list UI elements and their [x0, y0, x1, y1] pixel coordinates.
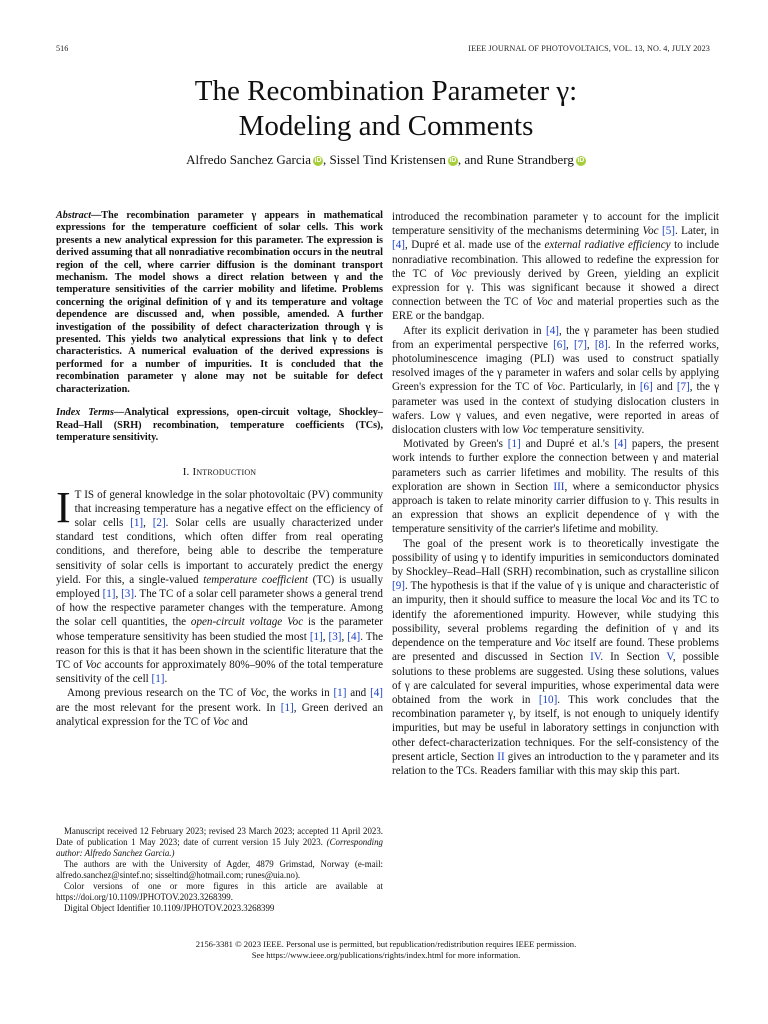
author-1: Alfredo Sanchez Garcia: [186, 152, 312, 167]
citation-link[interactable]: [4]: [370, 687, 383, 700]
index-terms-lead: Index Terms: [56, 407, 114, 419]
intro-paragraph-2: Among previous research on the TC of Voc, the works in [1] and [4] are the most relevant for the present work. In [1], Green derived an analytical expression for the TC of Voc and: [56, 687, 383, 728]
copyright-line-1: 2156-3381 © 2023 IEEE. Personal use is permitted, but republication/redistribution requires IEEE permission.: [195, 939, 577, 949]
citation-link[interactable]: [1]: [333, 687, 347, 700]
intro-paragraph-3: introduced the recombination parameter γ to account for the implicit temperature sensitivity of the mechanisms determining Voc [5]. Later, in [4], Dupré et al. made use of the external radiative efficiency to include nonradiative recombination. This allowed to redefine the expression for the TC of Voc previously derived by Green, yielding an explicit expression for γ. This was significant because it showed a direct connection between the TC of Voc and material properties such as the ERE or the bandgap.: [392, 211, 719, 323]
citation-link[interactable]: [7]: [573, 338, 587, 351]
page-number: 516: [56, 44, 69, 53]
citation-link[interactable]: [7]: [676, 381, 690, 394]
drop-cap: I: [56, 482, 71, 532]
abstract-text: —The recombination parameter γ appears in mathematical expressions for the temperature coefficient of solar cells. This work presents a new analytical expression for this parameter. The expression is derived assuming that all nonradiative recombination occurs in the neutral region of the cell, where carrier diffusion is the dominant transport mechanism. The model shows a direct relation between γ and the temperature sensitivities of the carrier mobility and lifetime. Problems concerning the original definition of γ and its temperature and voltage dependence are discussed and, when possible, amended. A further investigation of the possibility of defect characterization through γ is presented. This yields two analytical expressions that link γ to defect characteristics. A numerical evaluation of the derived expressions is performed for a number of impurities. It is concluded that the recombination parameter γ alone may not be suitable for defect characterization.: [56, 210, 383, 395]
journal-header: IEEE JOURNAL OF PHOTOVOLTAICS, VOL. 13, NO. 4, JULY 2023: [468, 44, 710, 53]
citation-link[interactable]: [1]: [151, 673, 165, 686]
paper-title: [56, 74, 716, 144]
citation-link[interactable]: [3]: [328, 630, 342, 643]
footnotes: [56, 826, 383, 914]
citation-link[interactable]: [3]: [121, 587, 135, 600]
section-link[interactable]: III: [553, 480, 565, 493]
copyright-notice: [56, 939, 716, 961]
intro-paragraph-6: The goal of the present work is to theoretically investigate the possibility of using γ to identify impurities in semiconductors dominated by Shockley–Read–Hall (SRH) recombination, such as crystalline silicon [9]. The hypothesis is that if the value of γ is unique and characteristic of an impurity, then it should suffice to measure the local Voc and its TC to identify the aforementioned impurity. However, while studying this possibility, several problems regarding the definition of γ and its dependence on the temperature and Voc itself are found. These problems are presented and discussed in Section IV. In Section V, possible solutions to these problems are suggested. Using these solutions, values of γ are calculated for several impurities, whose experimental data were obtained from the work in [10]. This work concludes that the recombination parameter γ, by itself, is not enough to uniquely identify impurities, but may be useful in laboratory settings in conjunction with other defect-characterization techniques. For the self-consistency of the present article, Section II gives an introduction to the γ parameter and its relation to the TCs. Readers familiar with this may skip this part.: [392, 537, 719, 777]
copyright-line-2: See https://www.ieee.org/publications/rights/index.html for more information.: [251, 950, 521, 960]
section-link[interactable]: V: [666, 651, 673, 664]
author-list: [56, 152, 716, 168]
citation-link[interactable]: [4]: [614, 438, 627, 451]
citation-link[interactable]: [1]: [280, 701, 294, 714]
orcid-icon[interactable]: iD: [449, 157, 457, 164]
footnote-doi: Digital Object Identifier 10.1109/JPHOTOV.2023.3268399: [64, 903, 275, 913]
citation-link[interactable]: [4]: [392, 239, 405, 252]
section-link[interactable]: II: [497, 750, 505, 763]
author-2: , Sissel Tind Kristensen: [323, 152, 446, 167]
abstract-lead: Abstract: [56, 210, 92, 221]
citation-link[interactable]: [1]: [309, 630, 323, 643]
orcid-icon[interactable]: iD: [314, 157, 322, 164]
citation-link[interactable]: [6]: [553, 338, 567, 351]
citation-link[interactable]: [1]: [102, 587, 116, 600]
orcid-icon[interactable]: iD: [577, 157, 585, 164]
citation-link[interactable]: [4]: [546, 324, 559, 337]
citation-link[interactable]: [10]: [538, 693, 558, 706]
section-heading-introduction: I. Introduction: [182, 466, 257, 479]
title-line-1: The Recombination Parameter γ:: [194, 75, 578, 107]
index-terms-text: —Analytical expressions, open-circuit voltage, Shockley–Read–Hall (SRH) recombination, temperature coefficients (TCs), temperature sensitivity.: [56, 407, 383, 443]
intro-paragraph-4: After its explicit derivation in [4], the γ parameter has been studied from an experimental perspective [6], [7], [8]. In the referred works, photoluminescence imaging (PLI) was used to construct spatially resolved images of the γ parameter in wafers and solar cells by applying Green's expression for the TC of Voc. Particularly, in [6] and [7], the γ parameter was used in the context of studying dislocation clusters in wafers. Low γ values, and even negative, were reported in areas of dislocation clusters with low Voc temperature sensitivity.: [392, 324, 719, 437]
citation-link[interactable]: [2]: [152, 516, 166, 529]
footnote-manuscript: Manuscript received 12 February 2023; revised 23 March 2023; accepted 11 April 2023. Date of publication 1 May 2023; date of current version 15 July 2023. (Corresponding author: Alfredo Sanchez Garcia.): [56, 826, 383, 858]
footnote-affiliation: The authors are with the University of Agder, 4879 Grimstad, Norway (e-mail: alfredo.sanchez@sintef.no; sisseltind@hotmail.com; runes@uia.no).: [56, 859, 383, 880]
citation-link[interactable]: [5]: [658, 225, 675, 238]
index-terms: [56, 407, 383, 444]
title-line-2: Modeling and Comments: [238, 110, 534, 142]
citation-link[interactable]: [6]: [639, 381, 653, 394]
author-3: , and Rune Strandberg: [457, 152, 574, 167]
intro-paragraph-5: Motivated by Green's [1] and Dupré et al.'s [4] papers, the present work intends to further explore the connection between γ and material parameters such as carrier lifetimes and mobility. The results of this exploration are shown in Section III, where a semiconductor physics approach is taken to relate minority carrier diffusion to γ. This results in an expression that shows an explicit dependence of γ with the temperature sensitivity of the carrier's lifetime and mobility.: [392, 438, 720, 536]
left-column: [56, 210, 383, 729]
right-column: [392, 210, 719, 778]
citation-link[interactable]: [8]: [594, 338, 608, 351]
abstract: [56, 210, 383, 396]
section-link[interactable]: IV: [590, 651, 601, 664]
citation-link[interactable]: [1]: [507, 438, 521, 451]
citation-link[interactable]: [1]: [130, 516, 144, 529]
citation-link[interactable]: [4]: [347, 630, 361, 643]
intro-paragraph-1: I T IS of general knowledge in the solar photovoltaic (PV) community that increasing temperature has a negative effect on the efficiency of solar cells [1], [2]. Solar cells are usually characterized under standard test conditions, which often differ from real operating conditions, and therefore, being able to describe the temperature sensitivity of solar cells is important to accurately predict the energy yield. For this, a single-valued temperature coefficient (TC) is usually employed [1], [3]. The TC of a solar cell parameter shows a general trend of how the respective parameter changes with the temperature. Among the solar cell quantities, the open-circuit voltage Voc is the parameter whose temperature sensitivity has been studied the most [1], [3], [4]. The reason for this is that it has been shown in the scientific literature that the TC of Voc accounts for approximately 80%–90% of the total temperature sensitivity of the cell [1].: [56, 482, 384, 686]
citation-link[interactable]: [9]: [392, 580, 405, 593]
footnote-color-versions: Color versions of one or more figures in this article are available at https://doi.org/10.1109/JPHOTOV.2023.3268399.: [56, 881, 383, 902]
